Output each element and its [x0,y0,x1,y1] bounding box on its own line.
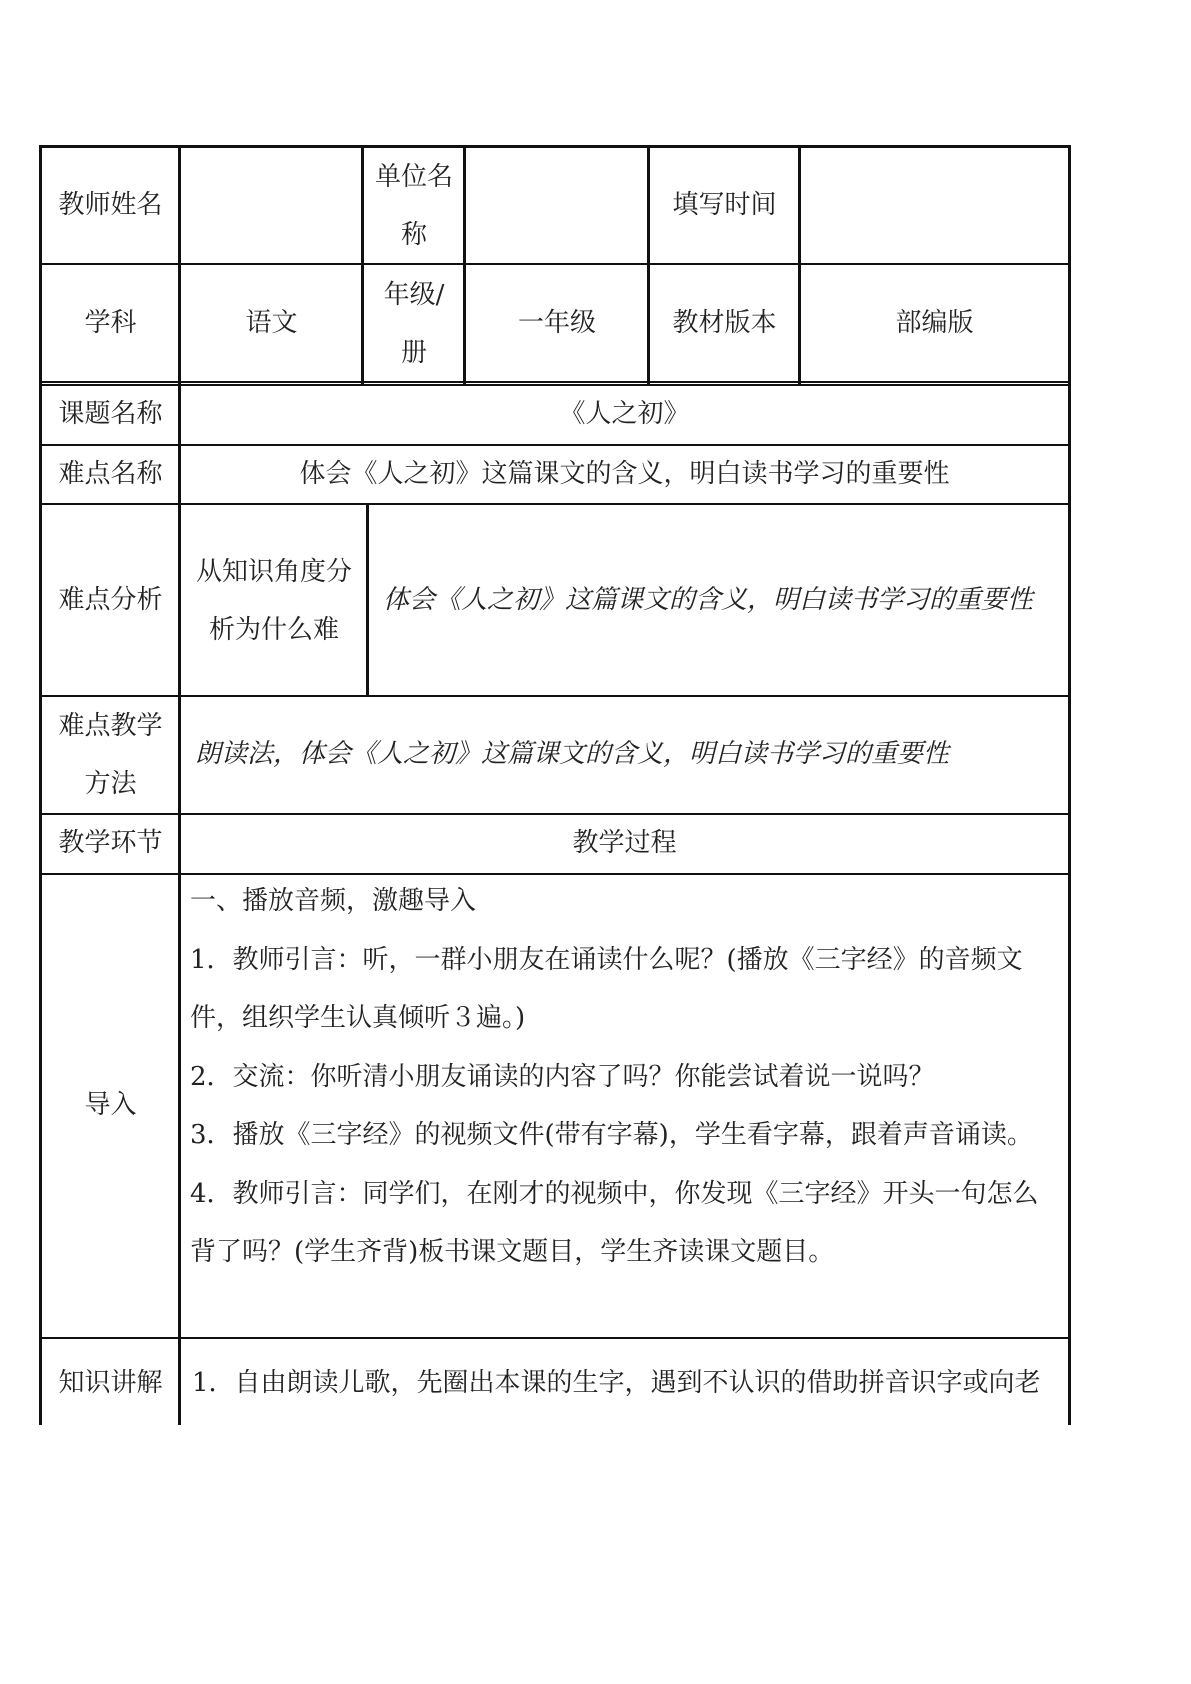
method-value: 朗读法，体会《人之初》这篇课文的含义，明白读书学习的重要性 [195,739,950,770]
intro-line: 件，组织学生认真倾听３遍。) [190,1003,526,1033]
process-header-value: 教学过程 [572,828,677,859]
intro-line: 1．教师引言：听，一群小朋友在诵读什么呢？(播放《三字经》的音频文 [190,944,1023,975]
process-header-label: 教学环节 [58,828,163,859]
fill-time-value [801,148,1068,264]
subject-label: 学科 [84,308,137,339]
difficulty-value: 体会《人之初》这篇课文的含义，明白读书学习的重要性 [299,459,950,490]
fill-time-label: 填写时间 [672,190,777,221]
unit-name-label-line2: 称 [400,220,427,250]
hline [39,444,1071,446]
vline-right [1068,145,1071,1425]
hline [39,503,1071,505]
vline [647,145,650,384]
textbook-value: 部编版 [895,308,974,339]
vline [366,503,369,697]
method-label [42,697,179,813]
unit-name-label-line1: 单位名 [374,162,453,192]
vline [798,145,801,384]
grade-label-line1: 年级/ [383,280,445,310]
vline [463,145,466,384]
intro-content [190,872,1070,1282]
hline [39,813,1071,815]
vline-left [39,145,42,1425]
subject-value: 语文 [245,308,298,339]
analysis-sub-label [181,506,367,695]
grade-label [364,266,464,382]
analysis-sub-label-line1: 从知识角度分 [195,556,352,587]
vline [361,145,364,384]
method-label-line1: 难点教学 [58,711,163,741]
textbook-label: 教材版本 [672,308,777,339]
topic-value: 《人之初》 [559,399,690,430]
grade-value: 一年级 [517,308,596,339]
hline [39,263,1071,265]
method-label-line2: 方法 [84,769,137,799]
hline [39,384,1071,386]
intro-line: 背了吗？(学生齐背)板书课文题目，学生齐读课文题目。 [190,1237,835,1267]
intro-line: 4．教师引言：同学们，在刚才的视频中，你发现《三字经》开头一句怎么 [190,1178,1039,1209]
intro-line: 一、播放音频，激趣导入 [190,886,477,916]
intro-label: 导入 [84,1090,137,1121]
knowledge-line: 1．自由朗读儿歌，先圈出本课的生字，遇到不认识的借助拼音识字或向老 [192,1368,1041,1399]
teacher-name-label: 教师姓名 [58,190,163,221]
hline [39,1337,1071,1339]
hline [39,873,1071,875]
hline-top [39,145,1071,148]
grade-label-line2: 册 [400,338,427,368]
intro-line: 3．播放《三字经》的视频文件(带有字幕)，学生看字幕，跟着声音诵读。 [190,1120,1033,1150]
analysis-value: 体会《人之初》这篇课文的含义，明白读书学习的重要性 [383,584,1034,615]
unit-name-label [364,148,464,264]
difficulty-label: 难点名称 [58,459,163,490]
knowledge-label: 知识讲解 [58,1368,163,1399]
intro-line: 2．交流：你听清小朋友诵读的内容了吗？你能尝试着说一说吗？ [190,1061,935,1092]
teacher-name-value [181,148,362,264]
unit-name-value [466,148,648,264]
analysis-label: 难点分析 [58,584,163,615]
analysis-sub-label-line2: 析为什么难 [208,614,339,645]
hline [39,381,1071,383]
vline [178,145,181,1425]
topic-label: 课题名称 [58,399,163,430]
hline [39,695,1071,697]
